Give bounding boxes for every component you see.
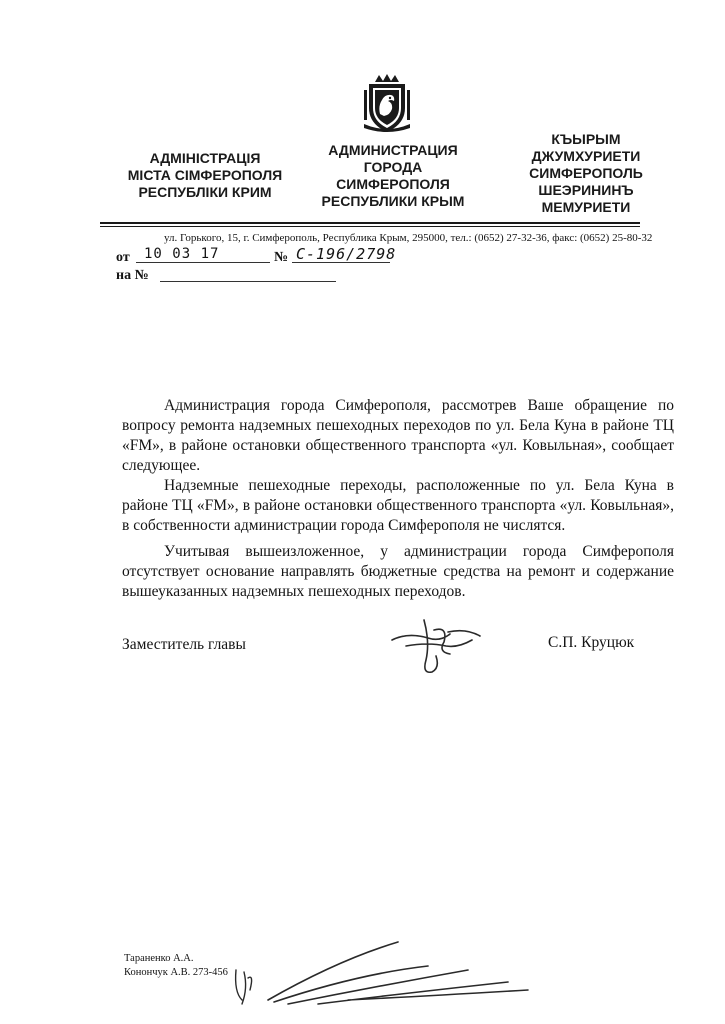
footer-handwriting-scribble bbox=[228, 930, 558, 1010]
date-value: 10 03 17 bbox=[144, 246, 220, 262]
reply-label: на № bbox=[116, 268, 149, 283]
number-value: С-196/2798 bbox=[296, 245, 397, 263]
executor-line: Конончук А.В. 273-456 bbox=[124, 967, 228, 978]
reply-underline bbox=[160, 281, 336, 282]
header-right-line: ШЕЭРИНИНЪ bbox=[538, 182, 634, 198]
header-right-block bbox=[496, 131, 676, 216]
header-left-line: АДМІНІСТРАЦІЯ bbox=[149, 150, 261, 166]
header-right-line: ДЖУМХУРИЕТИ bbox=[531, 148, 641, 164]
letter-body bbox=[122, 396, 674, 602]
header-left-line: МІСТА СІМФЕРОПОЛЯ bbox=[127, 167, 283, 183]
header-right-line: СИМФЕРОПОЛЬ bbox=[529, 165, 643, 181]
from-label: от bbox=[116, 250, 130, 265]
address-line: ул. Горького, 15, г. Симферополь, Республика Крым, 295000, тел.: (0652) 27-32-36, факс: (0652) 25-80-32 bbox=[164, 232, 653, 244]
header-left-block bbox=[112, 150, 298, 201]
header-right-line: КЪЫРЫМ bbox=[551, 131, 621, 147]
handwritten-signature bbox=[388, 612, 498, 680]
header-divider-thin bbox=[100, 226, 640, 227]
body-paragraph: Учитывая вышеизложенное, у администрации города Симферополя отсутствует основание направлять бюджетные средства на ремонт и содержание вышеуказанных надземных пешеходных переходов. bbox=[122, 543, 674, 600]
header-center-block bbox=[300, 142, 486, 210]
date-underline bbox=[136, 262, 270, 263]
header-divider-thick bbox=[100, 222, 640, 224]
header-center-line: РЕСПУБЛИКИ КРЫМ bbox=[321, 193, 465, 209]
body-paragraph: Администрация города Симферополя, рассмотрев Ваше обращение по вопросу ремонта надземных пешеходных переходов по ул. Бела Куна в районе ТЦ «FM», в районе остановки общественного транспорта «ул. Ковыльная», сообщает следующее. bbox=[122, 397, 674, 474]
crimea-coat-of-arms-icon bbox=[360, 72, 414, 134]
header-center-line: ГОРОДА bbox=[363, 159, 423, 175]
header-center-line: АДМИНИСТРАЦИЯ bbox=[328, 142, 458, 158]
header-center-line: СИМФЕРОПОЛЯ bbox=[336, 176, 450, 192]
header-left-line: РЕСПУБЛІКИ КРИМ bbox=[138, 184, 272, 200]
body-paragraph: Надземные пешеходные переходы, расположенные по ул. Бела Куна в районе ТЦ «FM», в районе остановки общественного транспорта «ул. Ковыльная», в собственности администрации города Симферополя не числятся. bbox=[122, 477, 674, 534]
signer-name: С.П. Круцюк bbox=[548, 634, 635, 651]
header-right-line: МЕМУРИЕТИ bbox=[541, 199, 631, 215]
number-underline bbox=[292, 262, 390, 263]
executor-line: Тараненко А.А. bbox=[124, 953, 194, 964]
number-label: № bbox=[274, 250, 289, 265]
signer-position: Заместитель главы bbox=[122, 636, 246, 653]
